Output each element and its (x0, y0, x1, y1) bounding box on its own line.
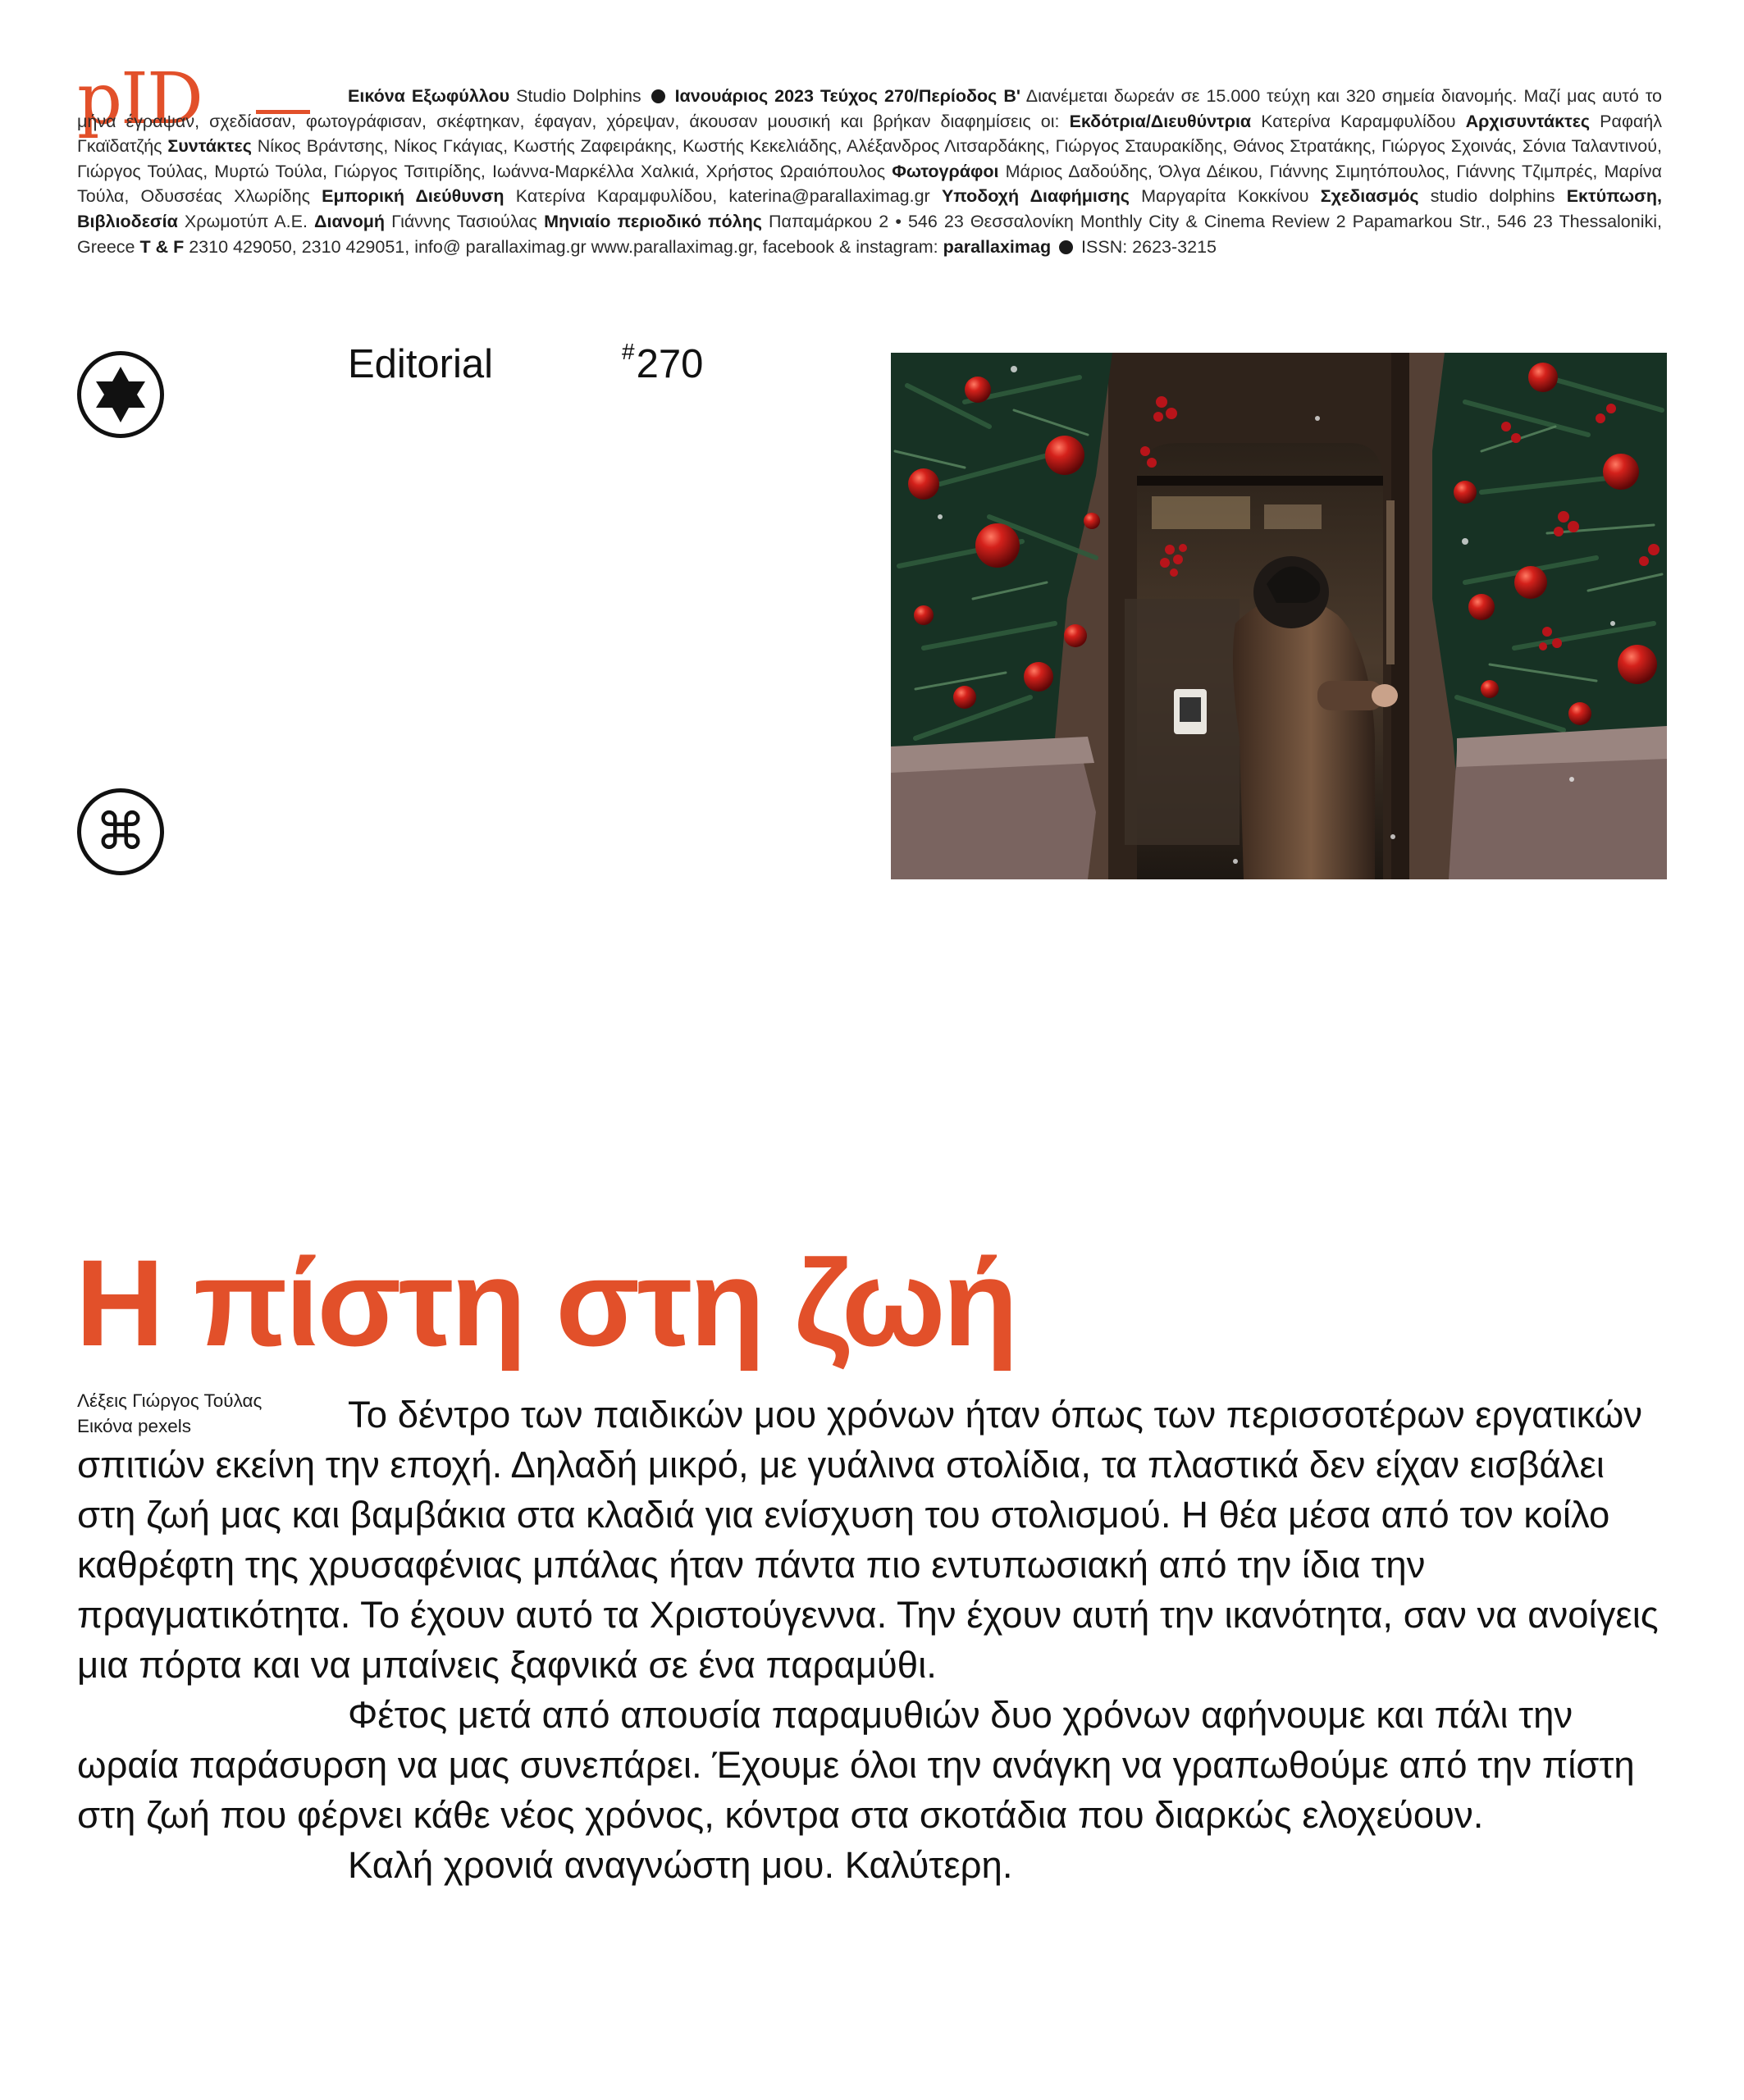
masthead-heading: Εκτύπωση, Βιβλιοδεσία (77, 186, 1662, 231)
masthead-heading: Ιανουάριος 2023 Τεύχος 270/Περίοδος Β' (668, 86, 1020, 106)
masthead-text: Κατερίνα Καραμφυλίδου (1251, 111, 1466, 131)
masthead-colophon (77, 84, 1662, 259)
credit-words: Λέξεις Γιώργος Τούλας (77, 1390, 263, 1411)
masthead-text: Γιάννης Τασιούλας (385, 211, 545, 231)
masthead-heading: Εκδότρια/Διευθύντρια (1069, 111, 1252, 131)
issue-number-value: 270 (636, 342, 704, 386)
masthead-heading: Αρχισυντάκτες (1465, 111, 1591, 131)
masthead-text: Διανέμεται δωρεάν σε 15.000 τεύχη και 320 σημεία διανομής. Μαζί μας αυτό το μήνα έγραψαν, σχεδίασαν, φωτογράφισαν, σκέφτηκαν, έφαγαν, χόρεψαν, άκουσαν μουσική και βρήκαν διαφημίσεις οι: (77, 86, 1662, 131)
masthead-text (1051, 237, 1056, 257)
masthead-heading: Διανομή (314, 211, 386, 231)
masthead-text: Παπαμάρκου 2 • 546 23 Θεσσαλονίκη Monthly City & Cinema Review 2 Papamarkou Str., 546 23 Thessaloniki, Greece (77, 211, 1662, 257)
masthead-heading: Σχεδιασμός (1320, 186, 1419, 207)
masthead-text: Μάριος Δαδούδης, Όλγα Δέικου, Γιάννης Σιμητόπουλος, Γιάννης Τζιμπρές, Μαρίνα Τούλα, Οδυσσέας Χλωρίδης (77, 161, 1662, 207)
masthead-heading: Εμπορική Διεύθυνση (322, 186, 504, 207)
masthead-text: Χρωμοτύπ Α.Ε. (177, 211, 315, 231)
masthead-text: Studio Dolphins (509, 86, 648, 106)
paragraph: Καλή χρονιά αναγνώστη μου. Καλύτερη. (348, 1844, 1013, 1886)
paragraph: Φέτος μετά από απουσία παραμυθιών δυο χρόνων αφήνουμε και πάλι την ωραία παράσυρση να μας συνεπάρει. Έχουμε όλοι την ανάγκη να γραπωθούμε από την πίστη στη ζωή που φέρνει κάθε νέος χρόνος, κόντρα στα σκοτάδια που διαρκώς ελοχεύουν. (77, 1694, 1635, 1836)
masthead-heading: parallaximag (943, 236, 1052, 257)
masthead-heading: Φωτογράφοι (892, 161, 999, 181)
issue-hash: # (622, 339, 635, 364)
section-label: Editorial (348, 342, 494, 386)
masthead-text: studio dolphins (1418, 186, 1567, 207)
masthead-text: ISSN: 2623-3215 (1076, 236, 1217, 257)
paragraph: Το δέντρο των παιδικών μου χρόνων ήταν όπως των περισσοτέρων εργατικών σπιτιών εκείνη την εποχή. Δηλαδή μικρό, με γυάλινα στολίδια, τα πλαστικά δεν είχαν εισβάλει στη ζωή μας και βαμβάκια στα κλαδιά για ενίσχυση του στολισμού. Η θέα μέσα από τον κοίλο καθρέφτη της χρυσαφένιας μπάλας ήταν πάντα πιο εντυπωσιακή από την ίδια την πραγματικότητα. Το έχουν αυτό τα Χριστούγεννα. Την έχουν αυτή την ικανότητα, σαν να ανοίγεις μια πόρτα και να μπαίνεις ξαφνικά σε ένα παραμύθι. (77, 1394, 1659, 1686)
bullet-dot (651, 89, 665, 103)
issue-number (622, 340, 703, 389)
masthead-heading: Συντάκτες (167, 136, 252, 157)
masthead-text: 2310 429050, 2310 429051, info@ parallaximag.gr www.parallaximag.gr, facebook & instagram: (184, 236, 943, 257)
masthead-text: Κατερίνα Καραμφυλίδου, katerina@parallaximag.gr (504, 186, 942, 207)
star-badge (77, 351, 164, 438)
masthead-text: Μαργαρίτα Κοκκίνου (1129, 186, 1321, 207)
command-badge (77, 788, 164, 875)
article-title: Η πίστη στη ζωή (75, 1234, 1016, 1372)
credit-image: Εικόνα pexels (77, 1416, 192, 1436)
masthead-heading: T & F (139, 236, 185, 257)
masthead-text: Ραφαήλ Γκαϊδατζής (77, 111, 1663, 157)
masthead-text: Νίκος Βράντσης, Νίκος Γκάγιας, Κωστής Ζαφειράκης, Κωστής Κεκελιάδης, Αλέξανδρος Λιτσαρδάκης, Γιώργος Σταυρακίδης, Θάνος Στρατάκης, Γιώργος Σχοινάς, Σόνια Ταλαντινού, Γιώργος Τούλας, Μυρτώ Τούλα, Γιώργος Τσιτιρίδης, Ιωάννα-Μαρκέλλα Χαλκιά, Χρήστος Ωραιόπουλος (77, 136, 1662, 181)
masthead-heading: Υποδοχή Διαφήμισης (941, 186, 1130, 207)
command-key-icon: ⌘ (95, 801, 146, 861)
six-point-star-icon (94, 365, 147, 424)
magazine-logo: pID (77, 58, 202, 140)
article-body (77, 1390, 1669, 1890)
masthead-heading: Εικόνα Εξωφύλλου (348, 86, 510, 106)
masthead-heading: Μηνιαίο περιοδικό πόλης (544, 211, 762, 231)
bullet-dot (1059, 240, 1073, 254)
christmas-door-photo (891, 353, 1667, 879)
